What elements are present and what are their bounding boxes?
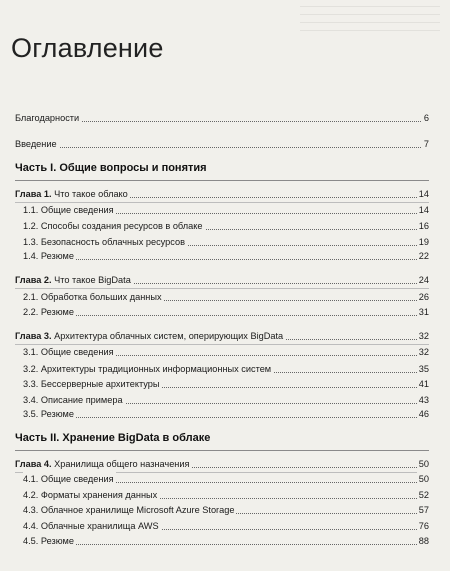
toc-chapter-entry: Глава 3. Архитектура облачных систем, оперирующих BigData 32 bbox=[15, 331, 429, 341]
toc-section-entry: 3.5. Резюме 46 bbox=[23, 409, 429, 419]
toc-section-entry: 3.4. Описание примера 43 bbox=[23, 395, 429, 405]
part-heading: Часть I. Общие вопросы и понятия bbox=[15, 162, 207, 174]
toc-section-entry: 1.2. Способы создания ресурсов в облаке 16 bbox=[23, 221, 429, 231]
chapter-rule bbox=[15, 288, 429, 289]
toc-section-entry: 4.1. Общие сведения 50 bbox=[23, 474, 429, 484]
show-through-line bbox=[300, 22, 440, 23]
part-rule bbox=[15, 180, 429, 181]
toc-section-entry: 1.1. Общие сведения 14 bbox=[23, 205, 429, 215]
toc-entry-introduction: Введение 7 bbox=[15, 139, 429, 149]
toc-section-entry: 1.4. Резюме 22 bbox=[23, 251, 429, 261]
toc-section-entry: 3.1. Общие сведения 32 bbox=[23, 347, 429, 357]
toc-section-entry: 3.2. Архитектуры традиционных информационных систем 35 bbox=[23, 364, 429, 374]
page-title: Оглавление bbox=[11, 33, 164, 63]
toc-section-entry: 4.4. Облачные хранилища AWS 76 bbox=[23, 521, 429, 531]
toc-section-entry: 4.5. Резюме 88 bbox=[23, 536, 429, 546]
toc-section-entry: 2.2. Резюме 31 bbox=[23, 307, 429, 317]
toc-section-entry: 4.3. Облачное хранилище Microsoft Azure Storage 57 bbox=[23, 505, 429, 515]
part-rule bbox=[15, 450, 429, 451]
toc-section-entry: 4.2. Форматы хранения данных 52 bbox=[23, 490, 429, 500]
show-through-line bbox=[300, 6, 440, 7]
leader-dots bbox=[23, 259, 429, 260]
leader-dots bbox=[23, 417, 429, 418]
toc-section-entry: 3.3. Бессерверные архитектуры 41 bbox=[23, 379, 429, 389]
part-heading: Часть II. Хранение BigData в облаке bbox=[15, 432, 211, 444]
show-through-line bbox=[300, 14, 440, 15]
show-through-line bbox=[300, 30, 440, 31]
toc-section-entry: 2.1. Обработка больших данных 26 bbox=[23, 292, 429, 302]
leader-dots bbox=[23, 315, 429, 316]
toc-entry-acknowledgements: Благодарности 6 bbox=[15, 113, 429, 123]
leader-dots bbox=[23, 544, 429, 545]
toc-chapter-entry: Глава 2. Что такое BigData 24 bbox=[15, 275, 429, 285]
toc-section-entry: 1.3. Безопасность облачных ресурсов 19 bbox=[23, 237, 429, 247]
leader-dots bbox=[15, 147, 429, 148]
toc-chapter-entry: Глава 4. Хранилища общего назначения 50 bbox=[15, 459, 429, 469]
toc-chapter-entry: Глава 1. Что такое облако 14 bbox=[15, 189, 429, 199]
